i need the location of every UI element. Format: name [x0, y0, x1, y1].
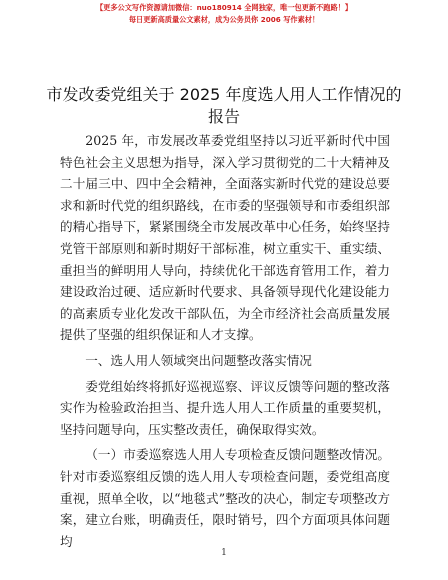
document-title: 市发改委党组关于 2025 年度选人用人工作情况的报告 [46, 85, 402, 126]
promo-banner-line-1: 【更多公文写作资源请加微信：nuo180914 全网独家，唯一包更新不跑路！】 [95, 3, 353, 12]
subsection-paragraph: （一）市委巡察选人用人专项检查反馈问题整改情况。针对市委巡察组反馈的选人用人专项检查问题，委党组高度重视，照单全收，以“地毯式”整改的决心，制定专项整改方案，建立台账，明确责任，限时销号，四个方面项具体问题均 [60, 447, 390, 549]
promo-banner-line-2: 每日更新高质量公文素材，成为公务员你 2006 写作素材！ [128, 15, 320, 24]
section-paragraph: 委党组始终将抓好巡视巡察、评议反馈等问题的整改落实作为检验政治担当、提升选人用人工作质量的重要契机，坚持问题导向，压实整改责任，确保取得实效。 [60, 378, 390, 437]
intro-paragraph: 2025 年，市发展改革委党组坚持以习近平新时代中国特色社会主义思想为指导，深入学习贯彻党的二十大精神及二十届三中、四中全会精神，全面落实新时代党的建设总要求和新时代党的组织路线，在市委的坚强领导和市委组织部的精心指导下，紧紧围绕全市发展改革中心任务，始终坚持党管干部原则和新时期好干部标准，树立重实干、重实绩、重担当的鲜明用人导向，持续优化干部选育管用工作，着力建设政治过硬、适应新时代要求、具备领导现代化建设能力的高素质专业化发改干部队伍，为全市经济社会高质量发展提供了坚强的组织保证和人才支撑。 [60, 133, 390, 343]
page-number: 1 [221, 548, 227, 558]
section-heading: 一、选人用人领域突出问题整改落实情况 [85, 352, 312, 368]
document-body [60, 130, 390, 552]
promo-banner [0, 2, 448, 26]
